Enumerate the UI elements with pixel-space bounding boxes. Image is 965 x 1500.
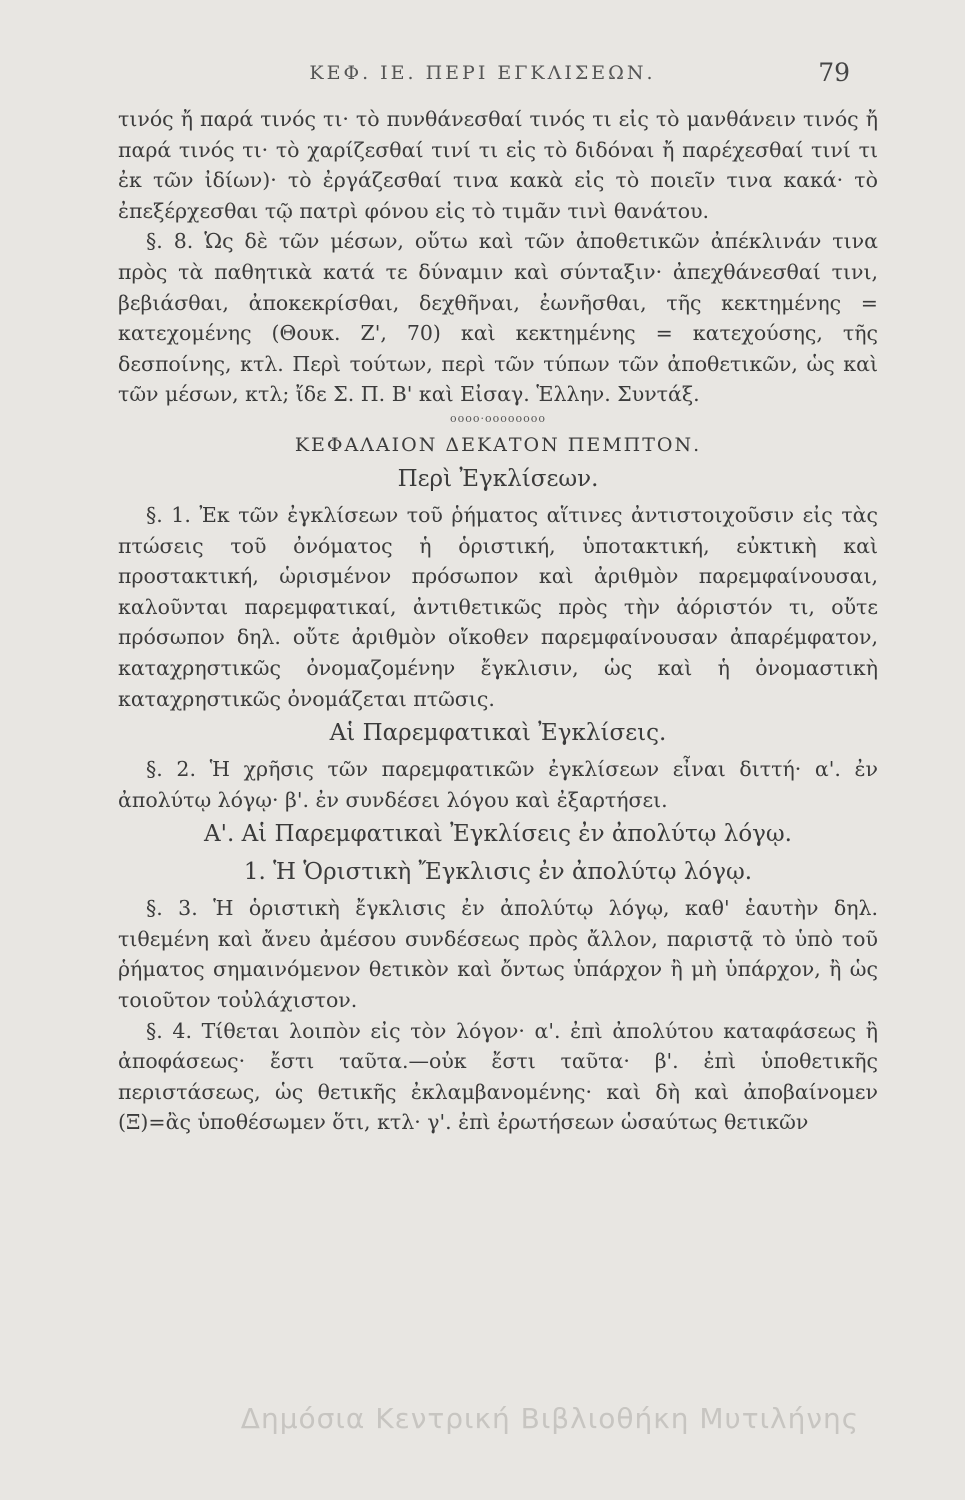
subhead-indicative: 1. Ἡ Ὁριστικὴ Ἔγκλισις ἐν ἀπολύτῳ λόγῳ. (243, 859, 753, 886)
library-watermark: Δημόσια Κεντρική Βιβλιοθήκη Μυτιλήνης (240, 1402, 860, 1435)
chapter-title: ΚΕΦΑΛΑΙΟΝ ΔΕΚΑΤΟΝ ΠΕΜΠΤΟΝ. (294, 433, 702, 456)
paragraph-section-3: §. 3. Ἡ ὁριστικὴ ἔγκλισις ἐν ἀπολύτῳ λόγῳ, καθ' ἑαυτὴν δηλ. τιθεμένη καὶ ἄνευ ἀμέσου συνδέσεως πρὸς ἄλλον, παριστᾷ τὸ ὑπὸ τοῦ ῥήματος σημαινόμενον θετικὸν καὶ ὄντως ὑπάρχον ἢ μὴ ὑπάρχον, ἢ ὡς τοιοῦτον τοὐλάχιστον. (118, 896, 878, 1013)
paragraph-section-1: §. 1. Ἐκ τῶν ἐγκλίσεων τοῦ ῥήματος αἵτινες ἀντιστοιχοῦσιν εἰς τὰς πτώσεις τοῦ ὀνόματος ἡ ὁριστική, ὑποτακτική, εὐκτικὴ καὶ προστακτική, ὡρισμένον πρόσωπον καὶ ἀριθμὸν παρεμφαίνουσαι, καλοῦνται παρεμφατικαί, ἀντιθετικῶς πρὸς τὴν ἀόριστόν τι, οὔτε πρόσωπον δηλ. οὔτε ἀριθμὸν οἴκοθεν παρεμφαίνουσαν ἀπαρέμφατον, καταχρηστικῶς ὀνομαζομένην ἔγκλισιν, ὡς καὶ ἡ ὀνομαστικὴ καταχρηστικῶς ὀνομάζεται πτῶσις. (118, 502, 878, 711)
ornament-divider: oooo·oooooooo (450, 411, 546, 425)
paragraph-continuation: τινός ἤ παρά τινός τι· τὸ πυνθάνεσθαί τινός τι εἰς τὸ μανθάνειν τινός ἤ παρά τινός τι· τὸ χαρίζεσθαί τινί τι εἰς τὸ διδόναι ἤ παρέχεσθαί τινί τι ἐκ τῶν ἰδίων)· τὸ ἐργάζεσθαί τινα κακὰ εἰς τὸ ποιεῖν τινα κακά· τὸ ἐπεξέρχεσθαι τῷ πατρὶ φόνου εἰς τὸ τιμᾶν τινὶ θανάτου. (118, 107, 878, 223)
subhead-absolute-speech: Α'. Αἱ Παρεμφατικαὶ Ἐγκλίσεις ἐν ἀπολύτῳ λόγῳ. (204, 821, 792, 848)
page-number: 79 (818, 58, 850, 87)
section-title: Περὶ Ἐγκλίσεων. (397, 465, 599, 492)
subhead-participial-moods: Αἱ Παρεμφατικαὶ Ἐγκλίσεις. (329, 720, 667, 747)
page-body (118, 104, 878, 1138)
paragraph-section-8: §. 8. Ὡς δὲ τῶν μέσων, οὕτω καὶ τῶν ἀποθετικῶν ἀπέκλινάν τινα πρὸς τὰ παθητικὰ κατά τε δύναμιν καὶ σύνταξιν· ἀπεχθάνεσθαί τινι, βεβιάσθαι, ἀποκεκρίσθαι, δεχθῆναι, ἐωνῆσθαι, τῆς κεκτημένης = κατεχομένης (Θουκ. Ζ', 70) καὶ κεκτημένης = κατεχούσης, τῆς δεσποίνης, κτλ. Περὶ τούτων, περὶ τῶν τύπων τῶν ἀποθετικῶν, ὡς καὶ τῶν μέσων, κτλ; ἴδε Σ. Π. Β' καὶ Εἰσαγ. Ἑλλην. Συντάξ. (118, 229, 878, 407)
page-header (0, 58, 965, 102)
paragraph-section-4: §. 4. Τίθεται λοιπὸν εἰς τὸν λόγον· α'. ἐπὶ ἀπολύτου καταφάσεως ἢ ἀποφάσεως· ἔστι ταῦτα.—οὐκ ἔστι ταῦτα· β'. ἐπὶ ὑποθετικῆς περιστάσεως, ὡς θετικῆς ἐκλαμβανομένης· καὶ δὴ καὶ ἀποβαίνομεν (Ξ)=ἂς ὑποθέσωμεν ὅτι, κτλ· γ'. ἐπὶ ἐρωτήσεων ὡσαύτως θετικῶν (118, 1018, 878, 1135)
paragraph-section-2: §. 2. Ἡ χρῆσις τῶν παρεμφατικῶν ἐγκλίσεων εἶναι διττή· α'. ἐν ἀπολύτῳ λόγῳ· β'. ἐν συνδέσει λόγου καὶ ἐξαρτήσει. (118, 757, 878, 812)
running-head: ΚΕΦ. ΙΕ. ΠΕΡΙ ΕΓΚΛΙΣΕΩΝ. (309, 62, 656, 84)
